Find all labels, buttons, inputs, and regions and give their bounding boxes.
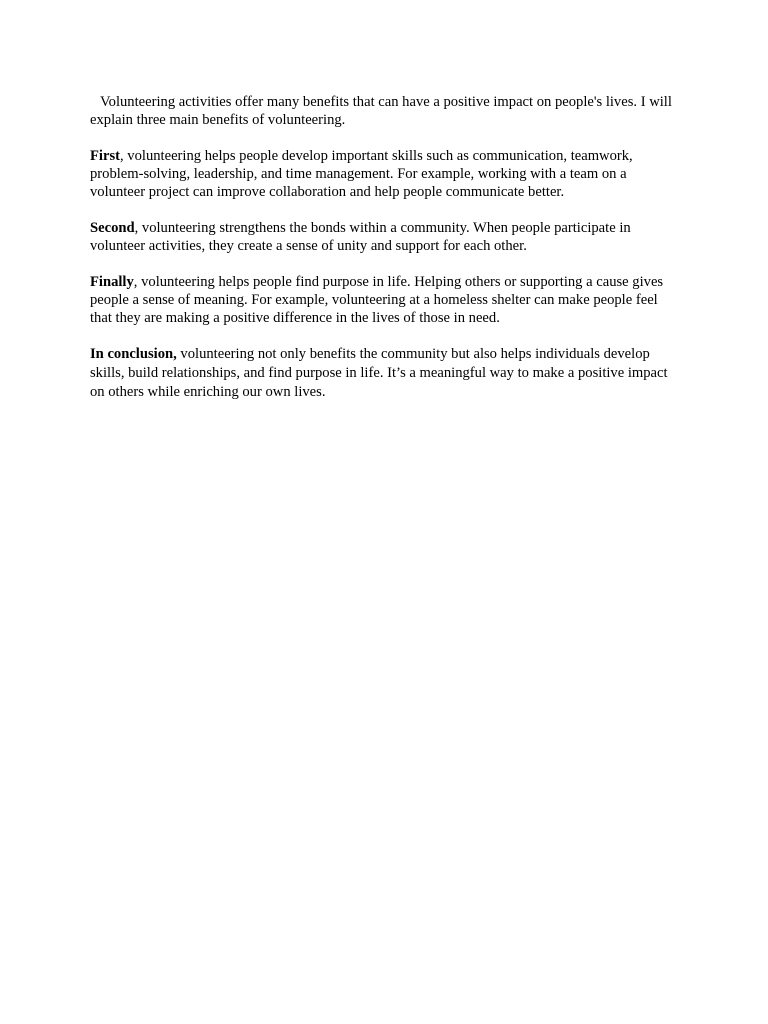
paragraph-text: , volunteering helps people develop important skills such as communication, teamwork, problem-solving, leadership, and time management. For example, working with a team on a volunteer project can improve collaboration and help people communicate better.	[90, 148, 633, 200]
intro-paragraph	[90, 93, 680, 129]
paragraph-text: volunteering not only benefits the community but also helps individuals develop skills, build relationships, and find purpose in life. It’s a meaningful way to make a positive impact on others while enriching our own lives.	[90, 346, 668, 400]
paragraph-text: , volunteering strengthens the bonds within a community. When people participate in volunteer activities, they create a sense of unity and support for each other.	[90, 220, 631, 254]
paragraph-text: , volunteering helps people find purpose in life. Helping others or supporting a cause gives people a sense of meaning. For example, volunteering at a homeless shelter can make people feel that they are making a positive difference in the lives of those in need.	[90, 274, 664, 326]
paragraph-conclusion	[90, 345, 680, 402]
paragraph-first	[90, 147, 680, 201]
document-body	[90, 93, 680, 420]
paragraph-lead: First	[90, 148, 120, 164]
paragraph-second	[90, 219, 680, 255]
paragraph-finally	[90, 273, 680, 327]
paragraph-lead: Finally	[90, 274, 134, 290]
paragraph-lead: Second	[90, 220, 135, 236]
paragraph-lead: In conclusion,	[90, 346, 177, 362]
intro-text: Volunteering activities offer many benefits that can have a positive impact on people's lives. I will explain three main benefits of volunteering.	[90, 94, 672, 128]
